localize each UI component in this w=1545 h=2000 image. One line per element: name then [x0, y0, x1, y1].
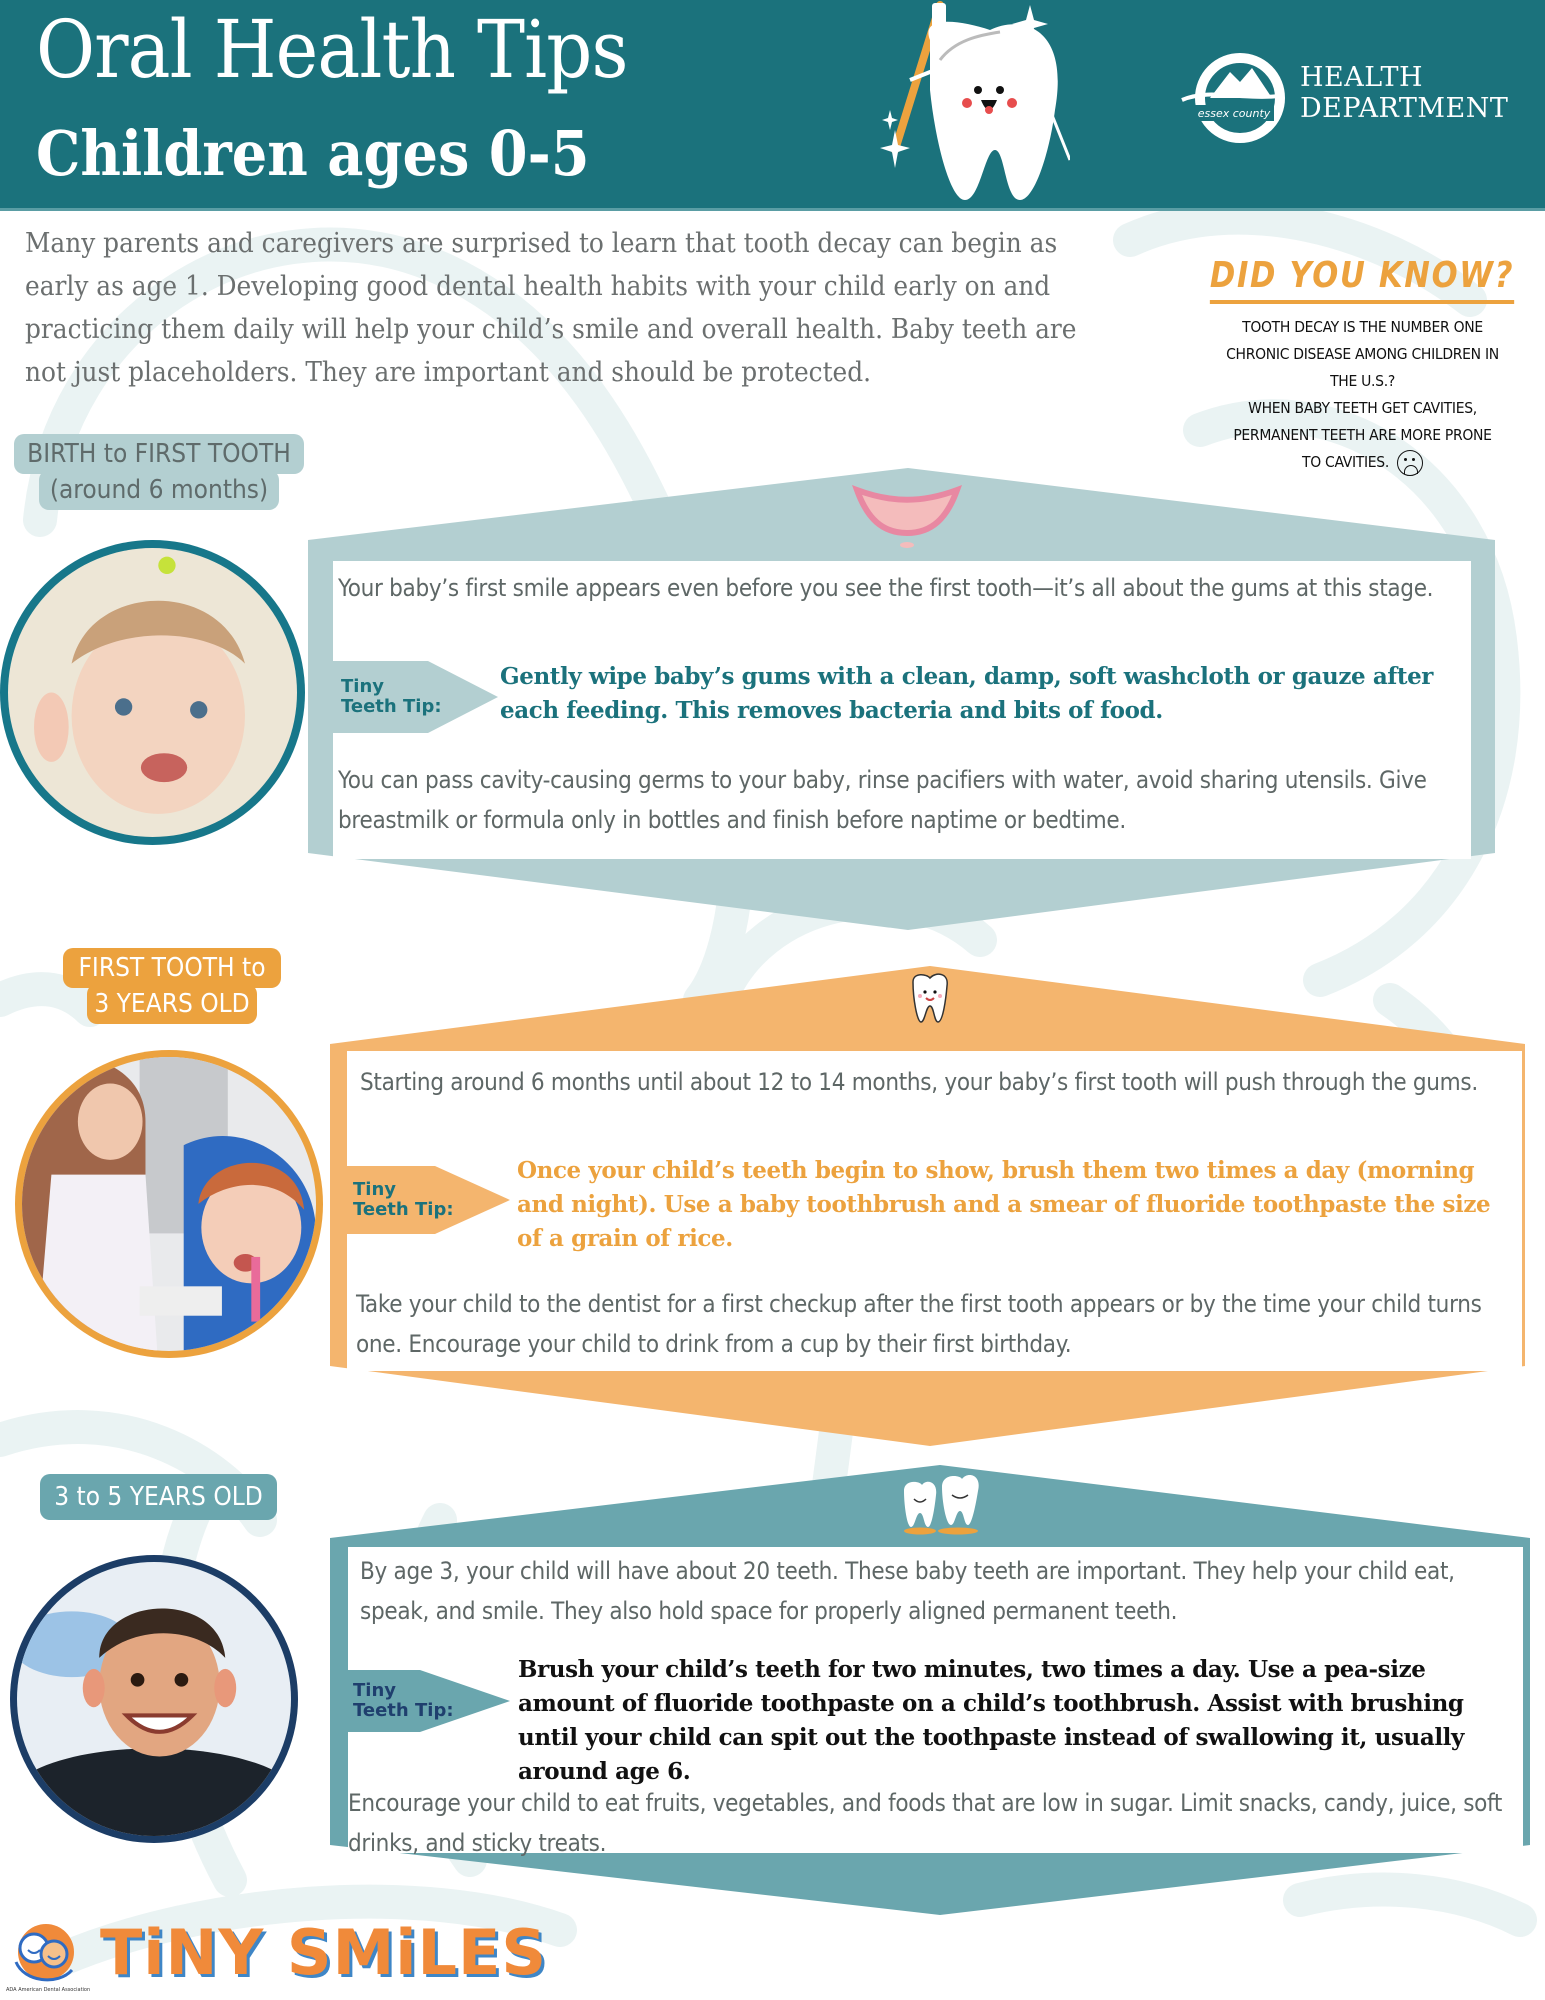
- page-subtitle: Children ages 0-5: [36, 117, 590, 190]
- section-body-text: Encourage your child to eat fruits, vegetables, and foods that are low in sugar. Limit snacks, candy, juice, soft drinks, and sticky treats.: [348, 1789, 1503, 1857]
- tiny-teeth-tip-flag: [345, 1670, 510, 1732]
- tip-label: Tiny Teeth Tip:: [353, 1680, 454, 1721]
- smile-lips-icon: [852, 478, 962, 548]
- tiny-smiles-brand: TiNY SMiLES: [100, 1916, 548, 1989]
- org-name: HEALTH DEPARTMENT: [1300, 62, 1509, 124]
- page-title: Oral Health Tips: [36, 3, 628, 96]
- section-label-birth: BIRTH to FIRST TOOTH (around 6 months): [14, 434, 304, 510]
- tiny-teeth-tip-flag: [345, 1166, 510, 1234]
- did-you-know-body: TOOTH DECAY IS THE NUMBER ONE CHRONIC DISEASE AMONG CHILDREN IN THE U.S.? WHEN BABY TEETH GET CAVITIES, PERMANENT TEETH ARE MORE PRONE TO CAVITIES.: [1180, 314, 1545, 476]
- section-label-3-to-5: 3 to 5 YEARS OLD: [40, 1474, 277, 1520]
- tooth-mascot-icon: [840, 0, 1070, 210]
- header-divider: [0, 208, 1545, 211]
- ada-credit: ADA American Dental Association: [6, 1987, 91, 1993]
- section-panel-3-to-5: [330, 1465, 1530, 1915]
- svg-text:essex county: essex county: [1197, 107, 1271, 120]
- essex-county-logo-icon: [1180, 50, 1300, 145]
- intro-paragraph: Many parents and caregivers are surprised to learn that tooth decay can begin as early as age 1. Developing good dental health habits with your child early on and practicing them daily will help your child’s smile and overall health. Baby teeth are not just placeholders. They are important and should be protected.: [25, 228, 1077, 388]
- section-intro-text: By age 3, your child will have about 20 teeth. These baby teeth are important. They help your child eat, speak, and smile. They also hold space for properly aligned permanent teeth.: [360, 1557, 1455, 1625]
- frown-face-icon: [1397, 450, 1423, 476]
- give-kids-a-smile-logo-icon: [8, 1920, 78, 1990]
- section-intro-text: Your baby’s first smile appears even before you see the first tooth—it’s all about the gums at this stage.: [338, 574, 1434, 602]
- section-panel-first-tooth: [330, 966, 1525, 1446]
- section-body-text: You can pass cavity-causing germs to your baby, rinse pacifiers with water, avoid sharing utensils. Give breastmilk or formula only in bottles and finish before naptime or bedtime.: [338, 766, 1427, 834]
- header-banner: [0, 0, 1545, 210]
- section-intro-text: Starting around 6 months until about 12 to 14 months, your baby’s first tooth will push through the gums.: [360, 1068, 1478, 1096]
- photo-child-dentist: [15, 1050, 323, 1358]
- section-panel-birth: [308, 468, 1495, 930]
- section-body-text: Take your child to the dentist for a first checkup after the first tooth appears or by the time your child turns one. Encourage your child to drink from a cup by their first birthday.: [356, 1290, 1482, 1358]
- photo-boy: [10, 1555, 298, 1843]
- tiny-teeth-tip-flag: [333, 661, 498, 733]
- section-label-first-tooth: FIRST TOOTH to 3 YEARS OLD: [62, 948, 282, 1024]
- did-you-know-title: DID YOU KNOW?: [1210, 255, 1514, 304]
- tip-label: Tiny Teeth Tip:: [341, 676, 442, 717]
- tip-label: Tiny Teeth Tip:: [353, 1179, 454, 1220]
- tiny-teeth-tip-text: Brush your child’s teeth for two minutes, two times a day. Use a pea-size amount of fluoride toothpaste on a child’s toothbrush. Assist with brushing until your child can spit out the toothpaste instead of swallowing it, usually around age 6.: [518, 1656, 1464, 1785]
- happy-teeth-pair-icon: [890, 1469, 990, 1539]
- did-you-know-callout: [1180, 255, 1545, 476]
- brushing-tooth-icon: [905, 972, 955, 1028]
- tiny-teeth-tip-text: Once your child’s teeth begin to show, brush them two times a day (morning and night). Use a baby toothbrush and a smear of fluoride toothpaste the size of a grain of rice.: [517, 1157, 1491, 1252]
- tiny-teeth-tip-text: Gently wipe baby’s gums with a clean, damp, soft washcloth or gauze after each feeding. This removes bacteria and bits of food.: [500, 663, 1434, 724]
- photo-baby: [0, 540, 305, 845]
